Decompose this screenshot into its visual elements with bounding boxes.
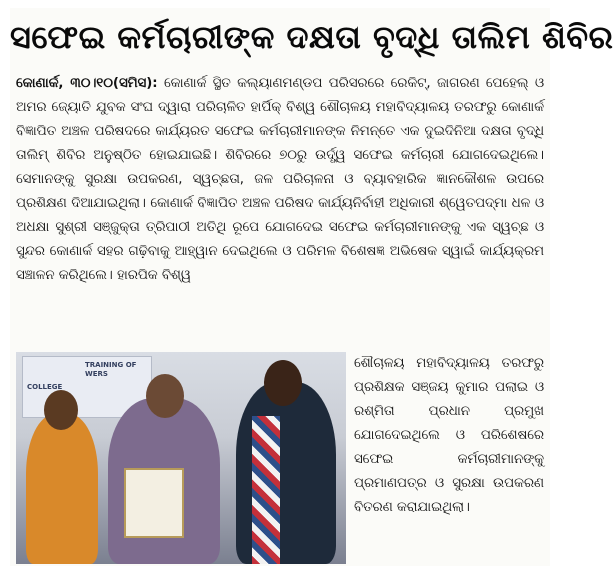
certificate [124, 468, 184, 538]
person-left [26, 414, 98, 564]
person-left-head [44, 390, 78, 430]
person-right-head [264, 360, 302, 406]
banner-college-text: COLLEGE [27, 383, 63, 391]
lower-section [16, 352, 544, 564]
article-text: କୋଣାର୍କ ସ୍ଥିତ କଲ୍ୟାଣମଣ୍ଡପ ପରିସରରେ ରେକିଟ୍, ଜାଗରଣ ପେହେଲ୍ ଓ ଅମର ଜ୍ୟୋତି ଯୁବକ ସଂଘ ଦ୍ୱାରା ପରିଚାଳିତ ହାର୍ପିକ୍ ବିଶ୍ୱ ଶୌଚାଳୟ ମହାବିଦ୍ୟାଳୟ ତରଫରୁ କୋଣାର୍କ ବିଜ୍ଞାପିତ ଅଞ୍ଚଳ ପରିଷଦରେ କାର୍ଯ୍ୟରତ ସଫେଇ କର୍ମଚାରୀମାନଙ୍କ ନିମନ୍ତେ ଏକ ଦୁଇଦିନିଆ ଦକ୍ଷତା ବୃଦ୍ଧି ତାଲିମ୍ ଶିବିର ଅନୁଷ୍ଠିତ ହୋଇଯାଇଛି। ଶିବିରରେ ୭୦ରୁ ଉର୍ଦ୍ଧ୍ୱ ସଫେଇ କର୍ମଚାରୀ ଯୋଗଦେଇଥିଲେ। ସେମାନଙ୍କୁ ସୁରକ୍ଷା ଉପକରଣ, ସ୍ୱଚ୍ଛତା, ଜଳ ପରିଚାଳନା ଓ ବ୍ୟାବହାରିକ ଜ୍ଞାନକୌଶଳ ଉପରେ ପ୍ରଶିକ୍ଷଣ ଦିଆଯାଇଥିଲା। କୋଣାର୍କ ବିଜ୍ଞାପିତ ଅଞ୍ଚଳ ପରିଷଦ କାର୍ଯ୍ୟନିର୍ବାହୀ ଅଧିକାରୀ ଶ୍ୱେତପଦ୍ମା ଧଳ ଓ ଅଧକ୍ଷା ସୁଶ୍ରୀ ସଞ୍ଜୁକ୍ତା ତ୍ରିପାଠୀ ଅତିଥି ରୂପେ ଯୋଗଦେଇ ସଫେଇ କର୍ମଚାରୀମାନଙ୍କୁ ଏକ ସ୍ୱଚ୍ଛ ଓ ସୁନ୍ଦର କୋଣାର୍କ ସହର ଗଢ଼ିବାକୁ ଆହ୍ୱାନ ଦେଇଥିଲେ ଓ ପରିମଳ ବିଶେଷଜ୍ଞ ଅଭିଷେକ ସ୍ୱାଇଁ କାର୍ଯ୍ୟକ୍ରମ ସଞ୍ଚାଳନ କରିଥିଲେ। ହାରପିକ ବିଶ୍ୱ [16, 76, 545, 283]
scarf [252, 416, 280, 564]
headline: ସଫେଇ କର୍ମଚାରୀଙ୍କ ଦକ୍ଷତା ବୃଦ୍ଧି ତାଲିମ ଶିବିର [10, 18, 613, 56]
dateline: କୋଣାର୍କ, ୩୦।୧୦(ସମିସ): [16, 76, 158, 91]
article-continuation [354, 352, 544, 520]
news-photo [16, 352, 346, 564]
continuation-text: ଶୌଚାଳୟ ମହାବିଦ୍ୟାଳୟ ତରଫରୁ ପ୍ରଶିକ୍ଷକ ସଞ୍ଜୟ କୁମାର ପଲାଇ ଓ ରଶ୍ମିତା ପ୍ରଧାନ ପ୍ରମୁଖ ଯୋଗଦେଇଥିଲେ ଓ ପରିଶେଷରେ ସଫେଇ କର୍ମଚାରୀମାନଙ୍କୁ ପ୍ରମାଣପତ୍ର ଓ ସୁରକ୍ଷା ଉପକରଣ ବିତରଣ କରାଯାଇଥିଲା। [354, 356, 544, 515]
article-body [16, 72, 544, 288]
banner-training-text: TRAINING OF WERS [85, 361, 137, 378]
person-center-head [146, 374, 184, 418]
news-clipping [10, 8, 613, 566]
person-right [236, 382, 336, 564]
